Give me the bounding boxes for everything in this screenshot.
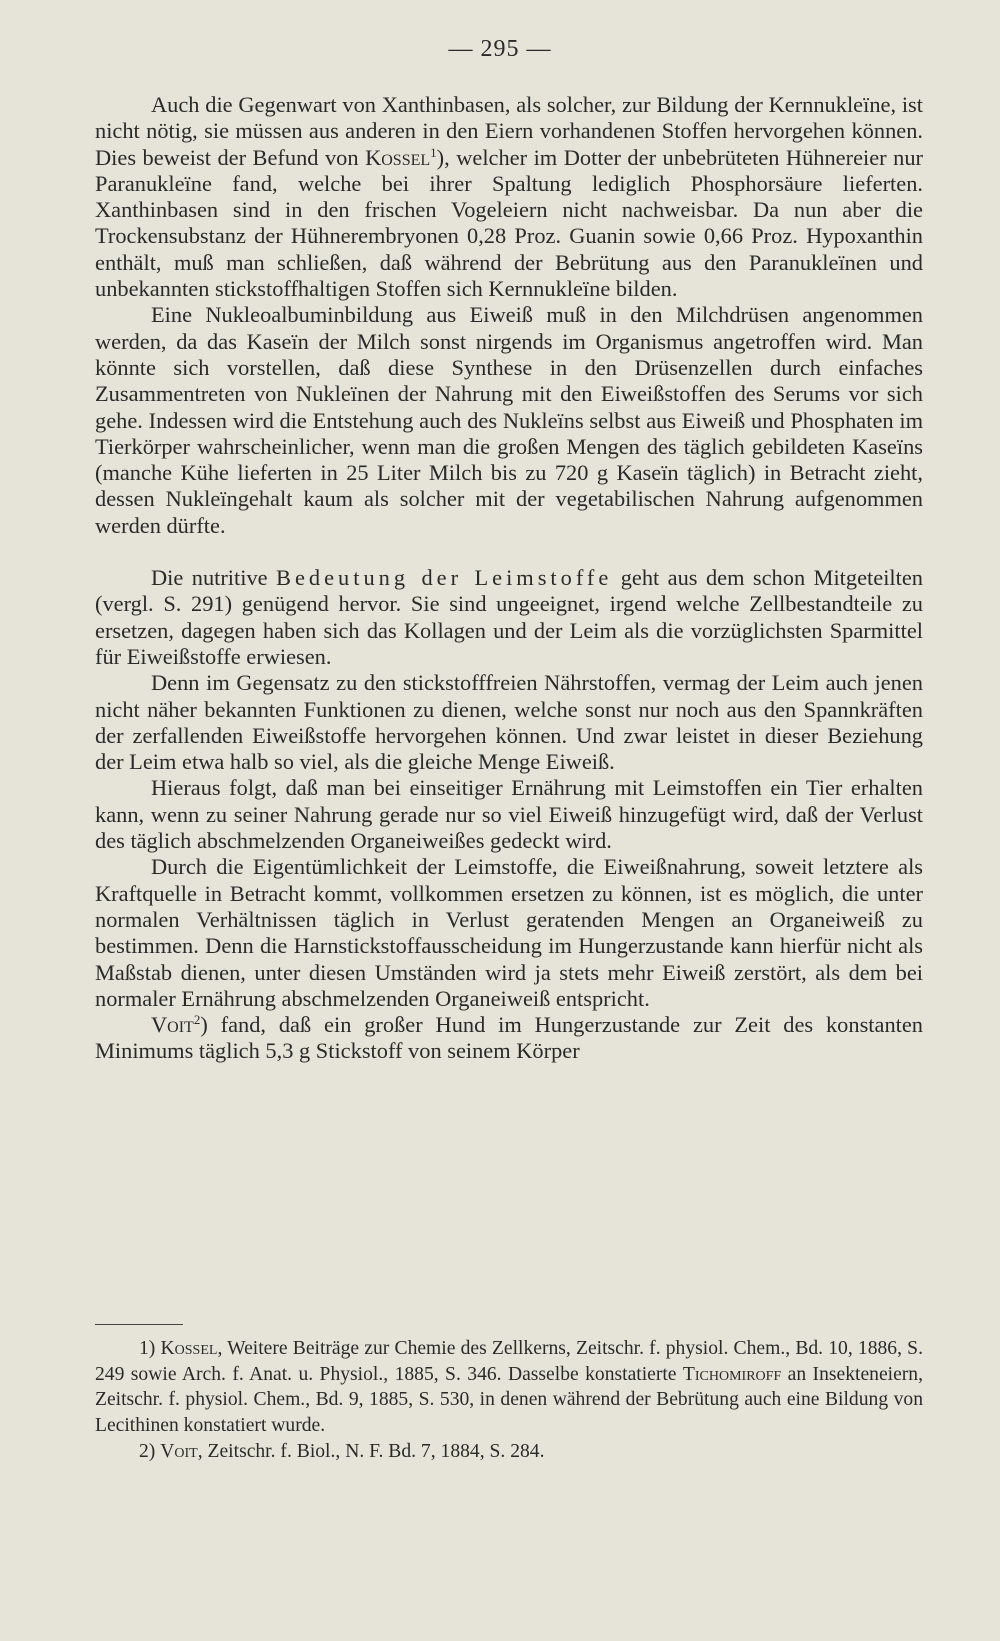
footnote-separator xyxy=(95,1324,183,1325)
footnote-ref: 2 xyxy=(193,1012,201,1028)
spaced-emphasis: Bedeutung der Leimstoffe xyxy=(276,565,613,591)
author-name: Voit xyxy=(151,1012,194,1038)
main-text xyxy=(95,92,923,1065)
paragraph-2: Eine Nukleoalbuminbildung aus Eiweiß muß in den Milchdrüsen angenommen werden, da das Kaseïn der Milch sonst nirgends im Organismus angetroffen wird. Man könnte sich vorstellen, daß diese Synthese in den Drüsenzellen durch einfaches Zusammentreten von Nukleïnen der Nahrung mit den Eiweißstoffen des Serums vor sich gehe. Indessen wird die Entstehung auch des Nukleïns selbst aus Eiweiß und Phosphaten im Tierkörper wahrscheinlicher, wenn man die großen Mengen des täglich gebildeten Kaseïns (manche Kühe lieferten in 25 Liter Milch bis zu 720 g Kaseïn täglich) in Betracht zieht, dessen Nukleïngehalt kaum als solcher mit der vegetabilischen Nahrung aufgenommen werden dürfte. xyxy=(95,302,923,538)
footnote-ref: 1 xyxy=(430,144,437,160)
author-name: Kossel xyxy=(160,1338,218,1359)
paragraph-5: Hieraus folgt, daß man bei einseitiger Ernährung mit Leimstoffen ein Tier erhalten kann, wenn zu seiner Nahrung gerade nur so viel Eiweiß hinzugefügt wird, daß der Verlust des täglich abschmelzenden Organeiweißes gedeckt wird. xyxy=(95,775,923,854)
author-name: Kossel xyxy=(365,144,431,170)
page-number: — 295 — xyxy=(448,36,552,62)
footnote-2: 2) Voit, Zeitschr. f. Biol., N. F. Bd. 7, 1884, S. 284. xyxy=(139,1440,545,1462)
author-name: Tichomiroff xyxy=(682,1363,782,1385)
author-name: Voit xyxy=(160,1440,198,1462)
paragraph-1: Auch die Gegenwart von Xanthinbasen, als solcher, zur Bildung der Kernnukleïne, ist nicht nötig, sie müssen aus anderen in den Eiern vorhandenen Stoffen hervorgehen können. Dies beweist der Befund von Kossel$^1$), welcher im Dotter der unbebrüteten Hühnereier nur Paranukleïne fand, welche bei ihrer Spaltung lediglich Phosphorsäure lieferten. Xanthinbasen sind in den frischen Vogeleiern nicht nachweisbar. Da nun aber die Trockensubstanz der Hühnerembryonen 0,28 Proz. Guanin sowie 0,66 Proz. Hypoxanthin enthält, muß man schließen, daß während der Bebrütung aus den Paranukleïnen und unbekannten stickstoffhaltigen Stoffen sich Kernnukleïne bilden. xyxy=(95,92,923,302)
paragraph-7: Voit$^2$) fand, daß ein großer Hund im Hungerzustande zur Zeit des konstanten Minimums täglich 5,3 g Stickstoff von seinem Körper xyxy=(95,1012,923,1064)
paragraph-6: Durch die Eigentümlichkeit der Leimstoffe, die Eiweißnahrung, soweit letztere als Kraftquelle in Betracht kommt, vollkommen ersetzen zu können, ist es möglich, die unter normalen Verhältnissen täglich in Verlust geratenden Mengen an Organeiweiß zu bestimmen. Denn die Harnstickstoffausscheidung im Hungerzustande kann hierfür nicht als Maßstab dienen, unter diesen Umständen wird ja stets mehr Eiweiß zerstört, als dem bei normaler Ernährung abschmelzenden Organeiweiß entspricht. xyxy=(95,854,923,1011)
footnote-1: 1) Kossel, Weitere Beiträge zur Chemie des Zellkerns, Zeitschr. f. physiol. Chem., Bd. 10, 1886, S. 249 sowie Arch. f. Anat. u. Physiol., 1885, S. 346. Dasselbe konstatierte Tichomiroff an Insekteneiern, Zeitschr. f. physiol. Chem., Bd. 9, 1885, S. 530, in denen während der Bebrütung auch eine Bildung von Lecithinen konstatiert wurde. xyxy=(95,1338,923,1437)
paragraph-4: Denn im Gegensatz zu den stickstofffreien Nährstoffen, vermag der Leim auch jenen nicht näher bekannten Funktionen zu dienen, welche sonst nur noch aus den Spannkräften der zerfallenden Eiweißstoffe hervorgehen können. Und zwar leistet in dieser Beziehung der Leim etwa halb so viel, als die gleiche Menge Eiweiß. xyxy=(95,670,923,775)
paragraph-3: Die nutritive Bedeutung der Leimstoffe geht aus dem schon Mitgeteilten (vergl. S. 291) genügend hervor. Sie sind ungeeignet, irgend welche Zellbestandteile zu ersetzen, dagegen haben sich das Kollagen und der Leim als die vorzüglichsten Sparmittel für Eiweißstoffe erwiesen. xyxy=(95,565,923,669)
footnotes xyxy=(95,1336,923,1465)
